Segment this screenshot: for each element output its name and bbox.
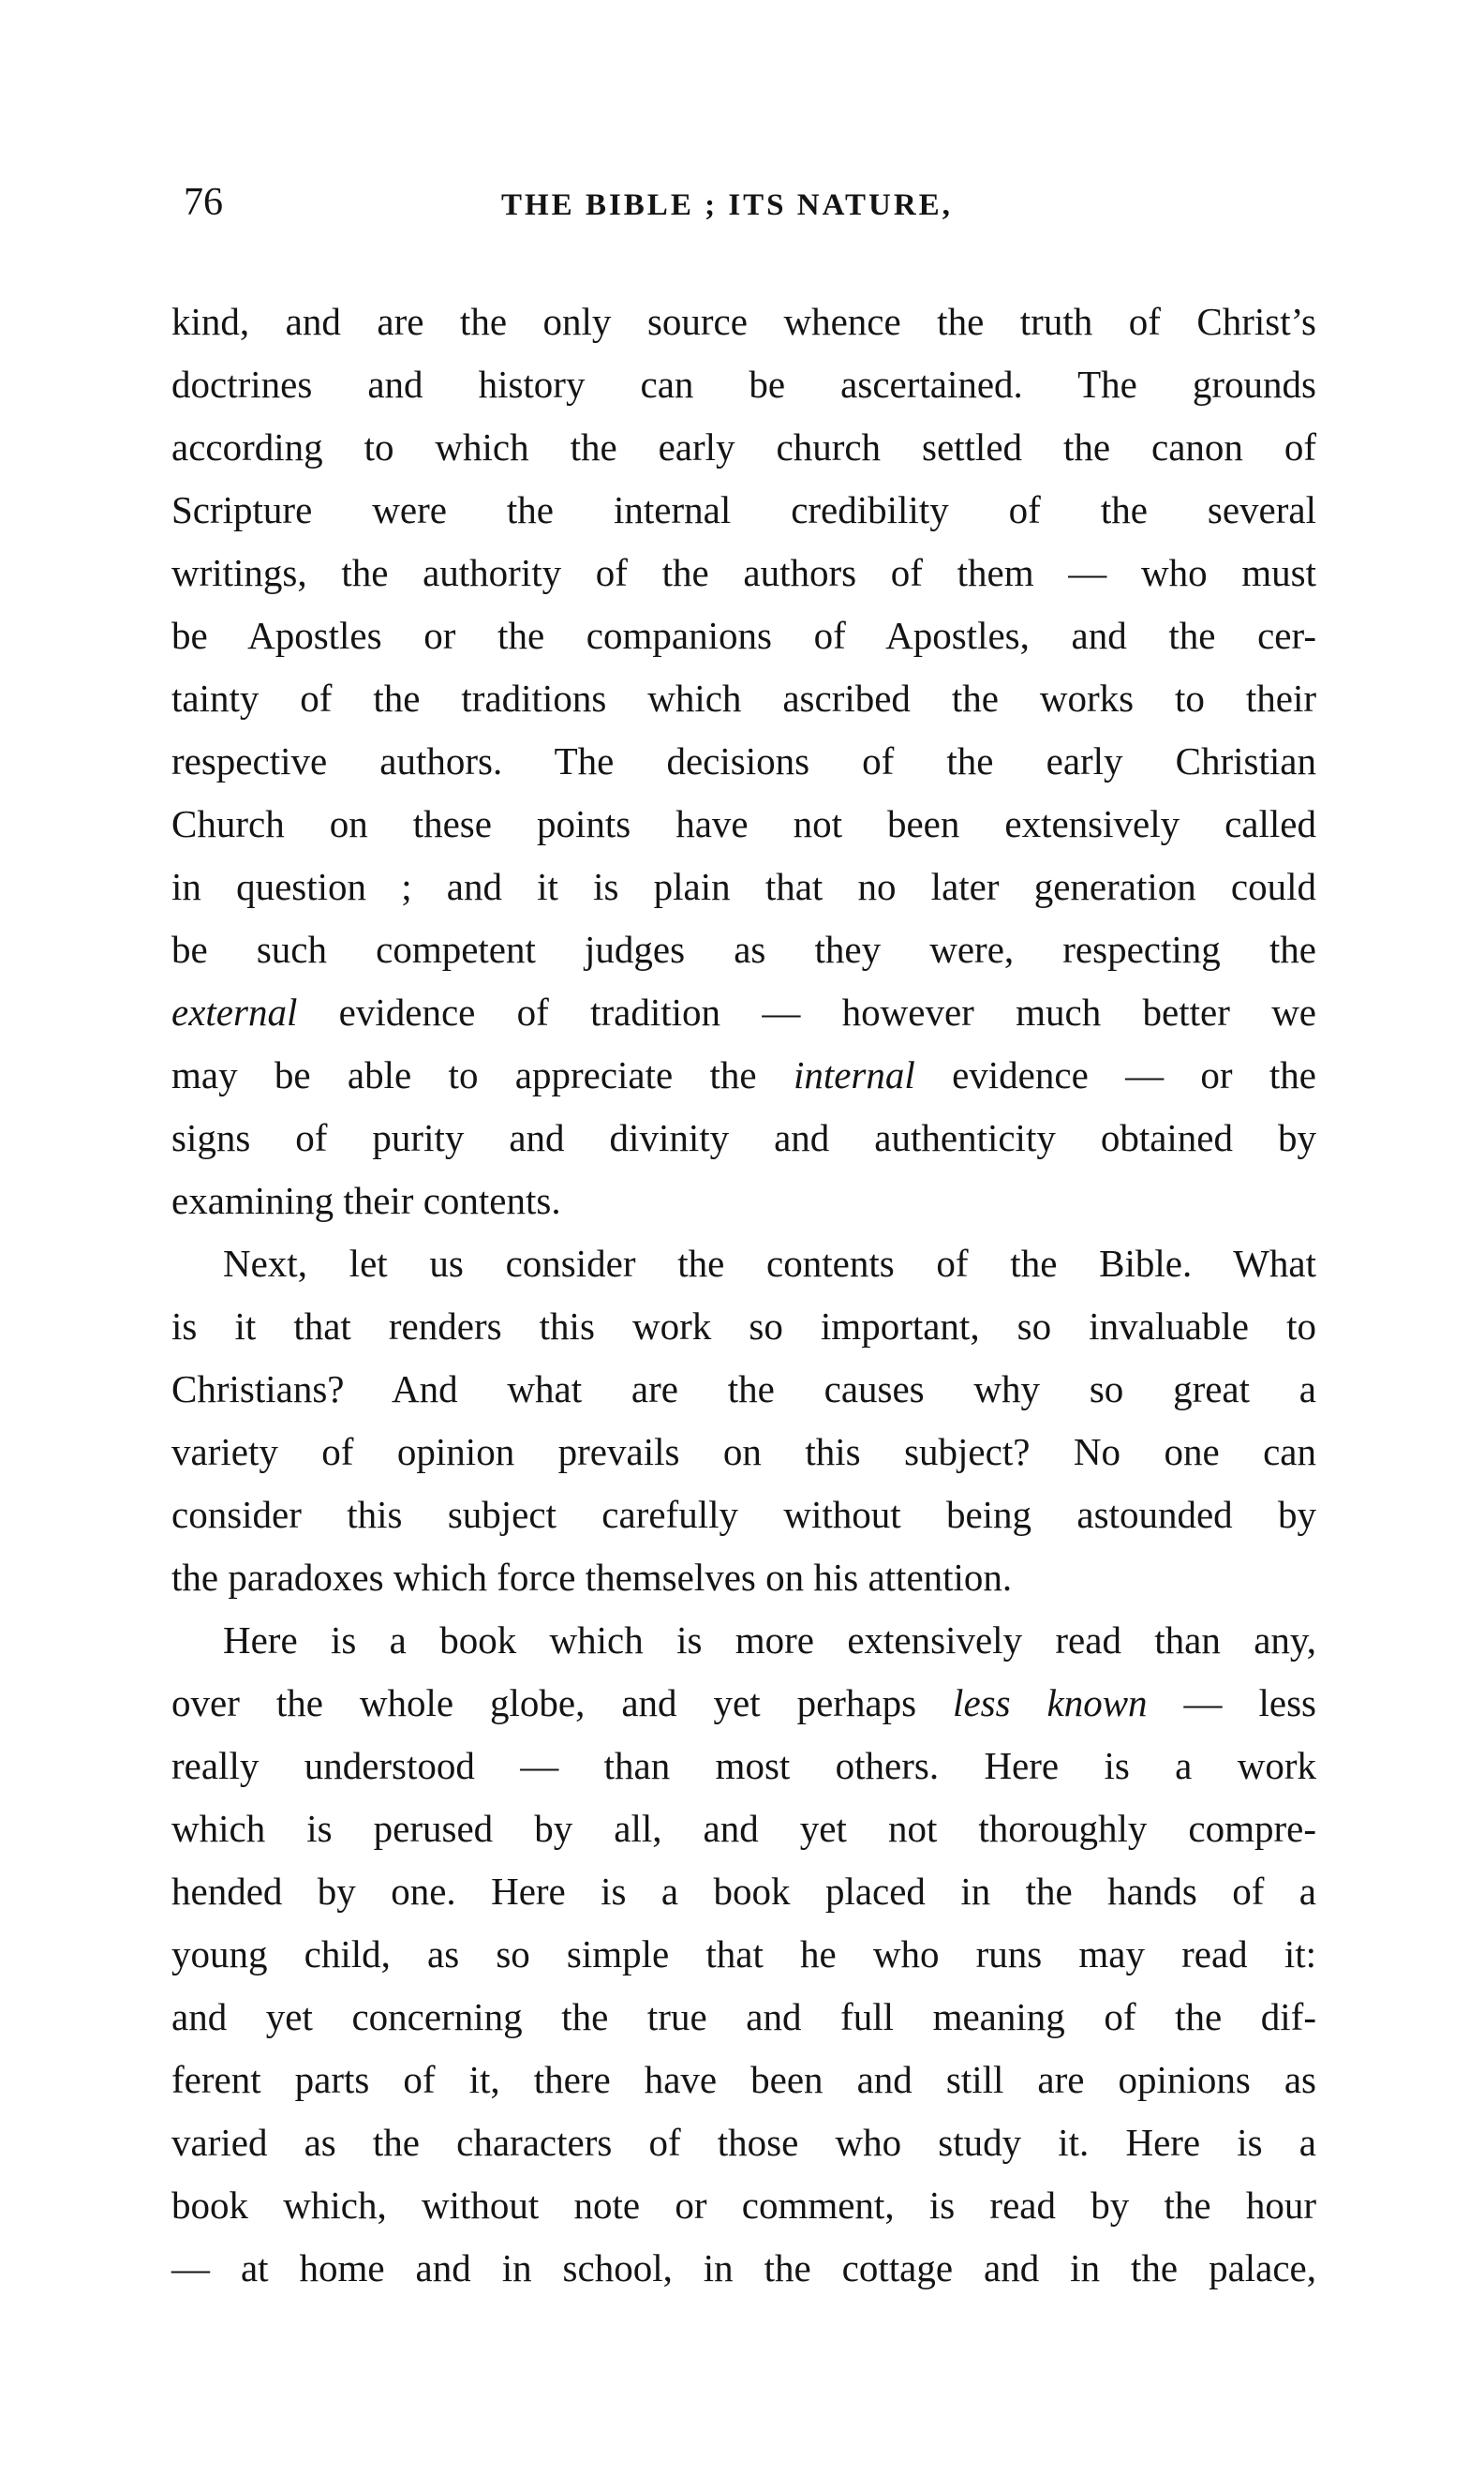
text-line: in question ; and it is plain that no later generation could (171, 865, 1316, 908)
text-line: the paradoxes which force themselves on his attention. (171, 1556, 1013, 1599)
page-number: 76 (184, 181, 223, 224)
body-text (171, 291, 1316, 2300)
text-line: respective authors. The decisions of the early Christian (171, 739, 1316, 783)
text-line: and yet concerning the true and full meaning of the dif- (171, 1995, 1316, 2038)
text-line: be such competent judges as they were, respecting the (171, 928, 1316, 971)
text-line: writings, the authority of the authors of them — who must (171, 551, 1316, 594)
text-line: consider this subject carefully without being astounded by (171, 1493, 1316, 1536)
text-segment: — less (1147, 1681, 1316, 1724)
text-line: kind, and are the only source whence the truth of Christ’s (171, 300, 1316, 343)
text-line: Here is a book which is more extensively read than any, (223, 1618, 1316, 1662)
text-line: is it that renders this work so important, so invaluable to (171, 1305, 1316, 1348)
text-line: Church on these points have not been extensively called (171, 802, 1316, 845)
text-line: hended by one. Here is a book placed in the hands of a (171, 1870, 1316, 1913)
running-head (169, 178, 1312, 234)
text-line: varied as the characters of those who study it. Here is a (171, 2121, 1316, 2164)
italic-emphasis: external (171, 991, 298, 1034)
text-line: book which, without note or comment, is read by the hour (171, 2184, 1316, 2227)
text-line (171, 1044, 1316, 1107)
text-line: which is perused by all, and yet not thoroughly compre- (171, 1807, 1316, 1850)
text-line: Scripture were the internal credibility of the several (171, 488, 1316, 531)
text-line: signs of purity and divinity and authenticity obtained by (171, 1116, 1316, 1159)
text-line: Christians? And what are the causes why so great a (171, 1367, 1316, 1410)
text-line (171, 1672, 1316, 1735)
text-line: tainty of the traditions which ascribed the works to their (171, 677, 1316, 720)
text-segment: over the whole globe, and yet perhaps (171, 1681, 954, 1724)
italic-emphasis: less known (953, 1681, 1148, 1724)
text-line: young child, as so simple that he who runs may read it: (171, 1932, 1316, 1976)
text-line: ferent parts of it, there have been and still are opinions as (171, 2058, 1316, 2101)
text-line: Next, let us consider the contents of the Bible. What (223, 1242, 1316, 1285)
text-line (171, 981, 1316, 1044)
text-segment: evidence of tradition — however much better we (297, 991, 1316, 1034)
text-segment: evidence — or the (914, 1053, 1316, 1096)
text-line: be Apostles or the companions of Apostles, and the cer- (171, 614, 1316, 657)
text-line: variety of opinion prevails on this subject? No one can (171, 1430, 1316, 1473)
text-line: according to which the early church settled the canon of (171, 425, 1316, 469)
text-segment: may be able to appreciate the (171, 1053, 794, 1096)
text-line: — at home and in school, in the cottage and in the palace, (171, 2246, 1316, 2289)
text-line: really understood — than most others. Here is a work (171, 1744, 1316, 1787)
text-line: examining their contents. (171, 1179, 561, 1222)
text-line: doctrines and history can be ascertained. The grounds (171, 363, 1316, 406)
italic-emphasis: internal (793, 1053, 915, 1096)
running-title: THE BIBLE ; ITS NATURE, (501, 188, 953, 222)
